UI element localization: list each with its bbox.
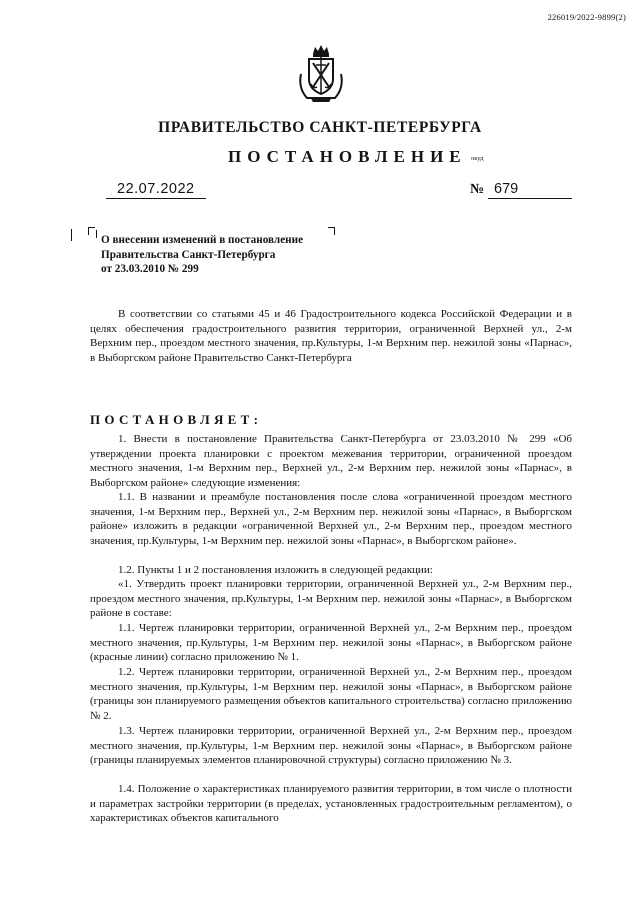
subject-line: О внесении изменений в постановление <box>101 234 304 246</box>
body-paragraph: 1. Внести в постановление Правительства Санкт-Петербурга от 23.03.2010 № 299 «Об утверждении проекта планировки с проектом межевания территории, ограниченной проездом местного значения, 1-м Верхним пер., Верхней ул., 2-м Верхним пер. нежилой зоны «Парнас», в Выборгском районе» следующие изменения: <box>90 433 572 489</box>
body-paragraph: 1.2. Пункты 1 и 2 постановления изложить в следующей редакции: <box>118 564 433 576</box>
okud-mark: окуд <box>471 155 484 162</box>
body-paragraph: 1.4. Положение о характеристиках планируемого развития территории, в том числе о плотности и параметрах застройки территории (в пределах, установленных градостроительным регламентом), о характеристиках объектов капитального <box>90 783 572 825</box>
subject-bracket-left-inner <box>96 230 97 238</box>
subject-line: Правительства Санкт-Петербурга <box>101 248 276 261</box>
date-underline <box>106 198 206 199</box>
body-paragraph: 1.2. Чертеж планировки территории, ограниченной Верхней ул., 2-м Верхним пер., проездом местного значения, пр.Культуры, 1-м Верхним пер. нежилой зоны «Парнас», в Выборгском районе (границы зон планируемого размещения объектов капитального строительства) согласно приложению № 2. <box>90 666 572 722</box>
margin-mark <box>71 229 72 241</box>
number-underline <box>488 198 572 199</box>
body-paragraph: 1.1. В названии и преамбуле постановления после слова «ограниченной проездом местного значения, 1-м Верхним пер., Верхней ул., 2-м Верхним пер. нежилой зоны «Парнас», в Выборгском районе» изложить в редакции «ограниченной Верхней ул., 2-м Верхним пер., проездом местного значения, пр.Культуры, 1-м Верхним пер. нежилой зоны «Парнас», в Выборгском районе». <box>90 491 572 547</box>
decree-heading: ПОСТАНОВЛЯЕТ: <box>90 412 263 427</box>
subject-line: от 23.03.2010 № 299 <box>101 263 199 275</box>
document-type: ПОСТАНОВЛЕНИЕ <box>228 147 467 166</box>
document-subject <box>101 233 303 277</box>
body-paragraph: 1.3. Чертеж планировки территории, ограниченной Верхней ул., 2-м Верхним пер., проездом местного значения, пр.Культуры, 1-м Верхним пер. нежилой зоны «Парнас», в Выборгском районе (границы планируемых элементов планировочной структуры) согласно приложению № 3. <box>90 725 572 767</box>
body-paragraph: 1.1. Чертеж планировки территории, ограниченной Верхней ул., 2-м Верхним пер., проездом местного значения, пр.Культуры, 1-м Верхним пер. нежилой зоны «Парнас», в Выборгском районе (красные линии) согласно приложению № 1. <box>90 622 572 664</box>
body-paragraph: «1. Утвердить проект планировки территории, ограниченной Верхней ул., 2-м Верхним пер., проездом местного значения, пр.Культуры, 1-м Верхним пер. нежилой зоны «Парнас», в Выборгском районе в составе: <box>90 578 572 620</box>
document-number: 679 <box>494 181 519 197</box>
preamble-paragraph: В соответствии со статьями 45 и 46 Градостроительного кодекса Российской Федерации и в целях обеспечения градостроительного развития территории, ограниченной Верхней ул., 2-м Верхним пер., проездом местного значения, пр.Культуры, 1-м Верхним пер. нежилой зоны «Парнас», в Выборгском районе Правительство Санкт-Петербурга <box>90 308 572 364</box>
document-date: 22.07.2022 <box>117 181 195 197</box>
number-sign: № <box>470 182 485 197</box>
st-petersburg-coat-of-arms-icon <box>296 44 346 104</box>
subject-bracket-left <box>88 227 95 235</box>
document-code: 226019/2022-9899(2) <box>547 12 626 22</box>
subject-bracket-right <box>328 227 335 235</box>
authority-title: ПРАВИТЕЛЬСТВО САНКТ-ПЕТЕРБУРГА <box>158 119 482 136</box>
